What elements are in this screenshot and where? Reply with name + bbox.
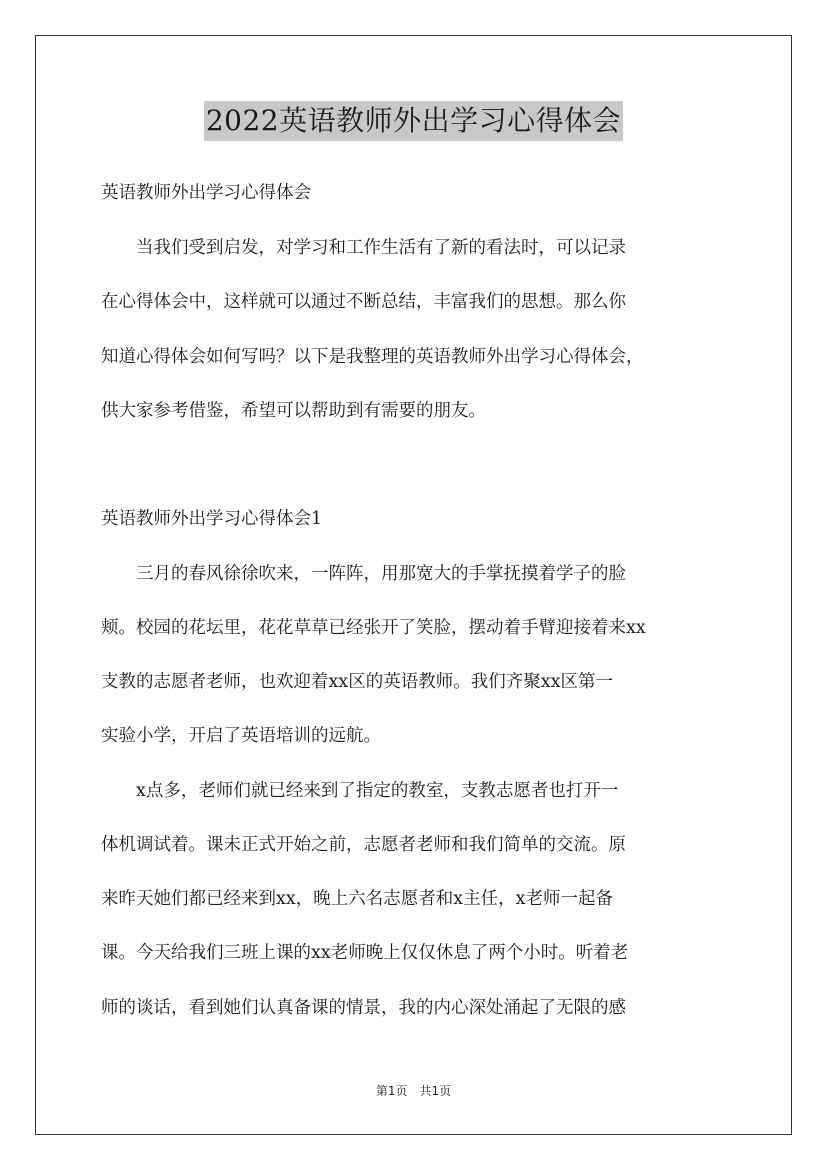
paragraph-line: 三月的春风徐徐吹来，一阵阵，用那宽大的手掌抚摸着学子的脸 (101, 564, 626, 584)
paragraph-line: 供大家参考借鉴，希望可以帮助到有需要的朋友。 (101, 401, 486, 421)
title-container (0, 101, 827, 141)
paragraph-line: 在心得体会中，这样就可以通过不断总结，丰富我们的思想。那么你 (101, 292, 626, 312)
document-title: 2022英语教师外出学习心得体会 (204, 101, 623, 141)
paragraph-line: 实验小学，开启了英语培训的远航。 (101, 726, 381, 746)
paragraph-line: 体机调试着。课未正式开始之前，志愿者老师和我们简单的交流。原 (101, 835, 626, 855)
page-number-footer: 第1页 共1页 (375, 1084, 452, 1098)
paragraph-line: 师的谈话，看到她们认真备课的情景，我的内心深处涌起了无限的感 (101, 998, 626, 1018)
paragraph-line: 颊。校园的花坛里，花花草草已经张开了笑脸，摆动着手臂迎接着来xx (101, 618, 646, 638)
paragraph-line: 知道心得体会如何写吗？以下是我整理的英语教师外出学习心得体会， (101, 347, 644, 367)
paragraph-line: 支教的志愿者老师，也欢迎着xx区的英语教师。我们齐聚xx区第一 (101, 672, 613, 692)
paragraph-line: x点多，老师们就已经来到了指定的教室，支教志愿者也打开一 (101, 781, 619, 801)
paragraph-line: 课。今天给我们三班上课的xx老师晚上仅仅休息了两个小时。听着老 (101, 943, 629, 963)
section-heading: 英语教师外出学习心得体会1 (101, 509, 323, 529)
paragraph-line: 当我们受到启发，对学习和工作生活有了新的看法时，可以记录 (101, 238, 626, 258)
section-heading: 英语教师外出学习心得体会 (101, 183, 311, 203)
paragraph-line: 来昨天她们都已经来到xx，晚上六名志愿者和x主任，x老师一起备 (101, 889, 613, 909)
